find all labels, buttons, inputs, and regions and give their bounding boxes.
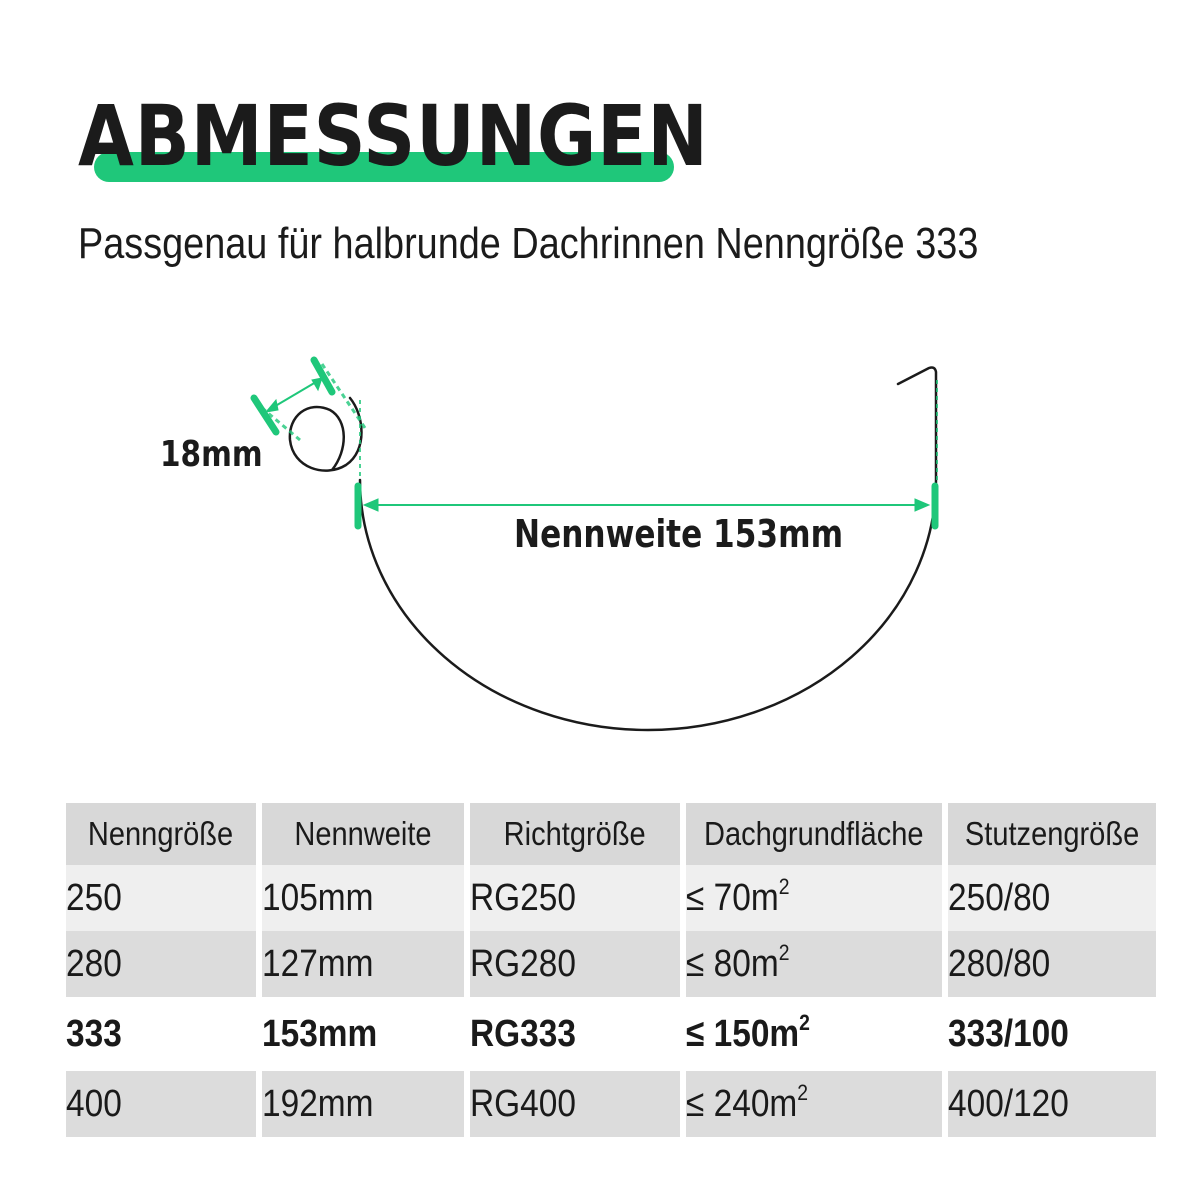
bead-dimension xyxy=(254,360,365,440)
page-title: ABMESSUNGEN xyxy=(78,87,709,185)
cell-area: ≤ $150m^2$ xyxy=(686,997,942,1071)
cell-width: 105mm xyxy=(262,865,464,931)
cell-outlet: 250/80 xyxy=(948,865,1156,931)
width-dimension xyxy=(358,380,937,526)
cell-rg: RG250 xyxy=(470,865,680,931)
table-header-row xyxy=(66,803,1156,865)
cell-rg: RG280 xyxy=(470,931,680,997)
spec-table xyxy=(60,803,1162,1137)
width-dimension-label: Nennweite 153mm xyxy=(514,512,844,556)
cell-width: 153mm xyxy=(262,997,464,1071)
cell-area: ≤ $80m^2$ xyxy=(686,931,942,997)
cell-outlet: 400/120 xyxy=(948,1071,1156,1137)
header-nenngroesse: Nenngröße xyxy=(66,803,256,865)
table-row xyxy=(66,931,1156,997)
cell-outlet: 333/100 xyxy=(948,997,1156,1071)
page-subtitle: Passgenau für halbrunde Dachrinnen Nenngröße 333 xyxy=(78,219,979,268)
cell-size: 333 xyxy=(66,997,256,1071)
cell-width: 192mm xyxy=(262,1071,464,1137)
cell-area: ≤ $70m^2$ xyxy=(686,865,942,931)
header-dachgrundflaeche: Dachgrundfläche xyxy=(686,803,942,865)
cell-outlet: 280/80 xyxy=(948,931,1156,997)
table-row-highlighted xyxy=(66,997,1156,1071)
cell-rg: RG333 xyxy=(470,997,680,1071)
cell-rg: RG400 xyxy=(470,1071,680,1137)
cell-size: 280 xyxy=(66,931,256,997)
header-richtgroesse: Richtgröße xyxy=(470,803,680,865)
cell-area: ≤ $240m^2$ xyxy=(686,1071,942,1137)
cell-width: 127mm xyxy=(262,931,464,997)
bead-dimension-label: 18mm xyxy=(160,434,263,475)
cell-size: 250 xyxy=(66,865,256,931)
header-nennweite: Nennweite xyxy=(262,803,464,865)
cell-size: 400 xyxy=(66,1071,256,1137)
table-row xyxy=(66,1071,1156,1137)
header-stutzengroesse: Stutzengröße xyxy=(948,803,1156,865)
table-row xyxy=(66,865,1156,931)
